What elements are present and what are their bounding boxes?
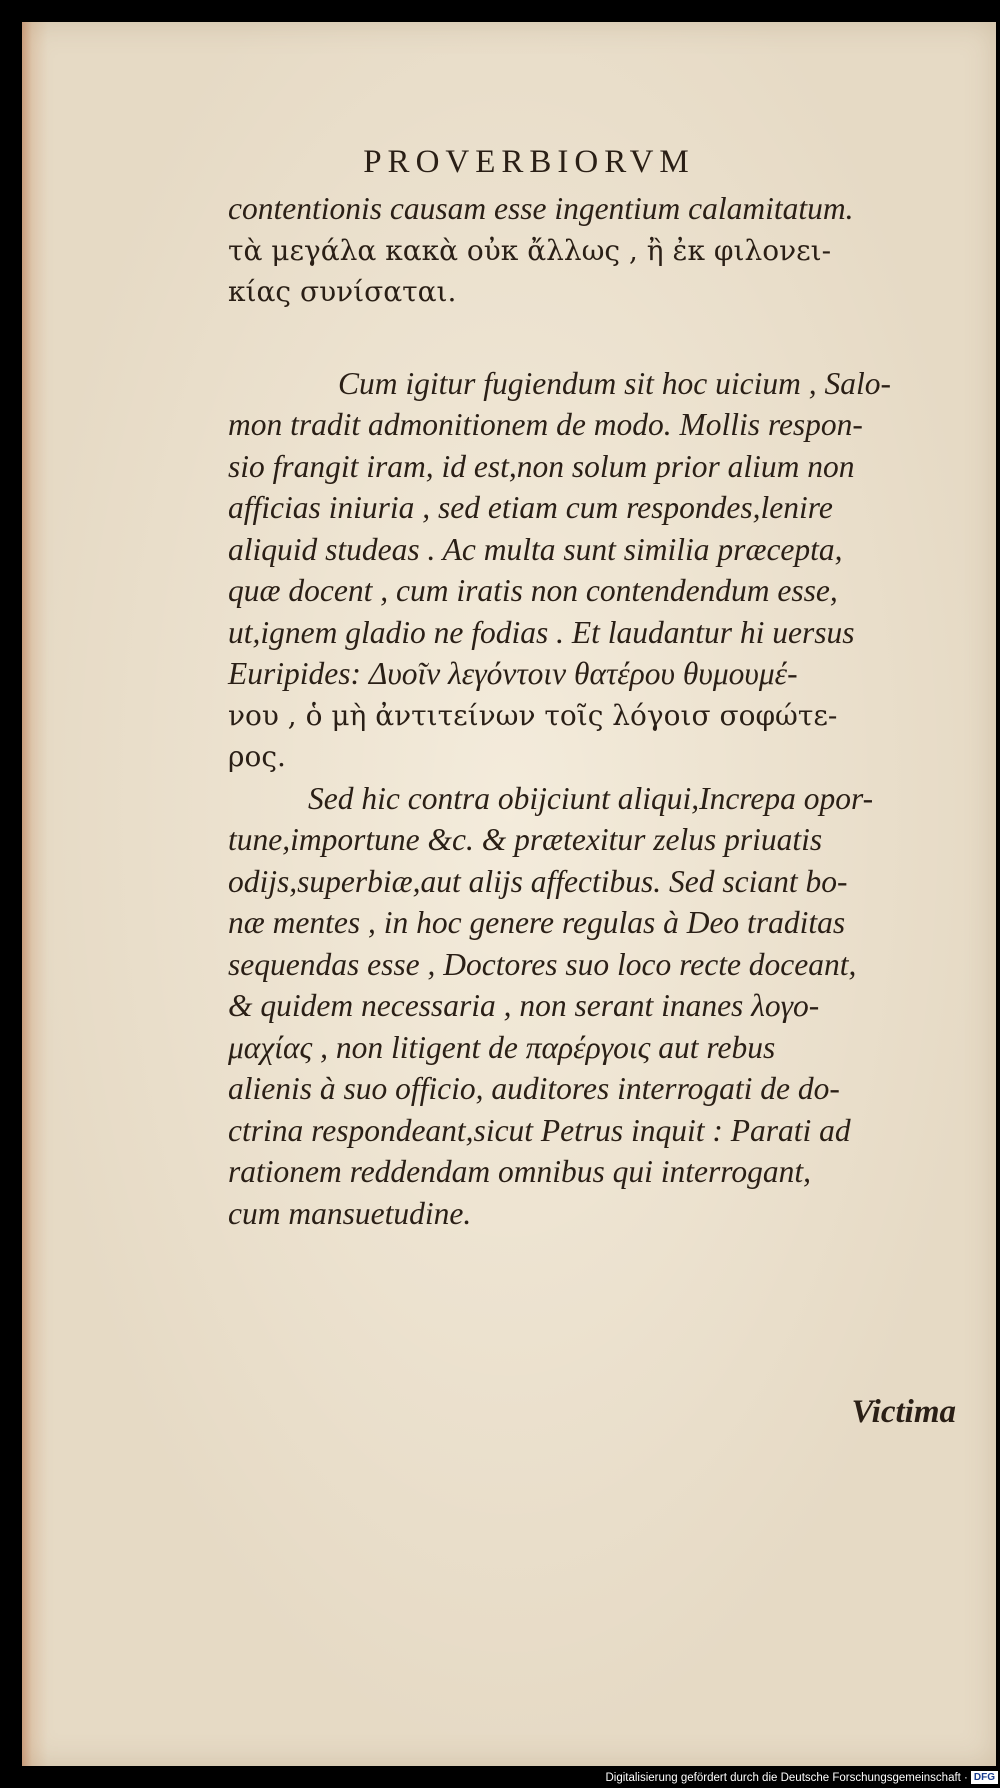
text-line: τὰ μεγάλα κακὰ οὐκ ἄλλως , ἢ ἐκ φιλονει-: [228, 233, 832, 267]
text-line: Cum igitur fugiendum sit hoc uicium , Salo-: [338, 365, 891, 401]
text-line: cum mansuetudine.: [228, 1195, 472, 1231]
text-line: ctrina respondeant,sicut Petrus inquit : Parati ad: [228, 1112, 851, 1148]
paragraph-gap: [228, 313, 980, 363]
text-line: μαχίας , non litigent de παρέργοις aut rebus: [228, 1029, 776, 1065]
book-page: [22, 22, 996, 1766]
running-head: PROVERBIORVM: [363, 144, 695, 180]
text-line: afficias iniuria , sed etiam cum respondes,lenire: [228, 490, 833, 525]
text-line: alienis à suo officio, auditores interrogati de do-: [228, 1071, 840, 1106]
text-line: κίας συνίσαται.: [228, 275, 457, 308]
text-line: ut,ignem gladio ne fodias . Et laudantur hi uersus: [228, 614, 855, 650]
text-line: contentionis causam esse ingentium calamitatum.: [228, 191, 854, 226]
digitization-credit: [605, 1771, 998, 1784]
text-line: Sed hic contra obijciunt aliqui,Increpa opor-: [308, 780, 874, 816]
text-line: & quidem necessaria , non serant inanes λογο-: [228, 988, 820, 1023]
text-block: [228, 188, 980, 1234]
catchword: Victima: [851, 1394, 956, 1430]
text-line: quæ docent , cum iratis non contendendum esse,: [228, 573, 838, 608]
text-line: sio frangit iram, id est,non solum prior alium non: [228, 448, 855, 484]
text-line: νου , ὁ μὴ ἀντιτείνων τοῖς λόγοισ σοφώτε-: [228, 698, 838, 732]
text-line: sequendas esse , Doctores suo loco recte doceant,: [228, 946, 857, 982]
text-line: ρος.: [228, 740, 286, 773]
text-line: odijs,superbiæ,aut alijs affectibus. Sed sciant bo-: [228, 863, 848, 899]
text-line: tune,importune &c. & prætexitur zelus priuatis: [228, 822, 823, 857]
text-line: rationem reddendam omnibus qui interrogant,: [228, 1154, 812, 1189]
text-line: mon tradit admonitionem de modo. Mollis respon-: [228, 407, 863, 442]
dfg-logo: DFG: [971, 1771, 998, 1784]
credit-text: Digitalisierung gefördert durch die Deutsche Forschungsgemeinschaft ·: [605, 1771, 968, 1784]
text-line: aliquid studeas . Ac multa sunt similia præcepta,: [228, 531, 843, 567]
text-line: næ mentes , in hoc genere regulas à Deo traditas: [228, 905, 846, 940]
text-line: Euripides: Δυοῖν λεγόντοιν θατέρου θυμουμέ-: [228, 656, 798, 691]
